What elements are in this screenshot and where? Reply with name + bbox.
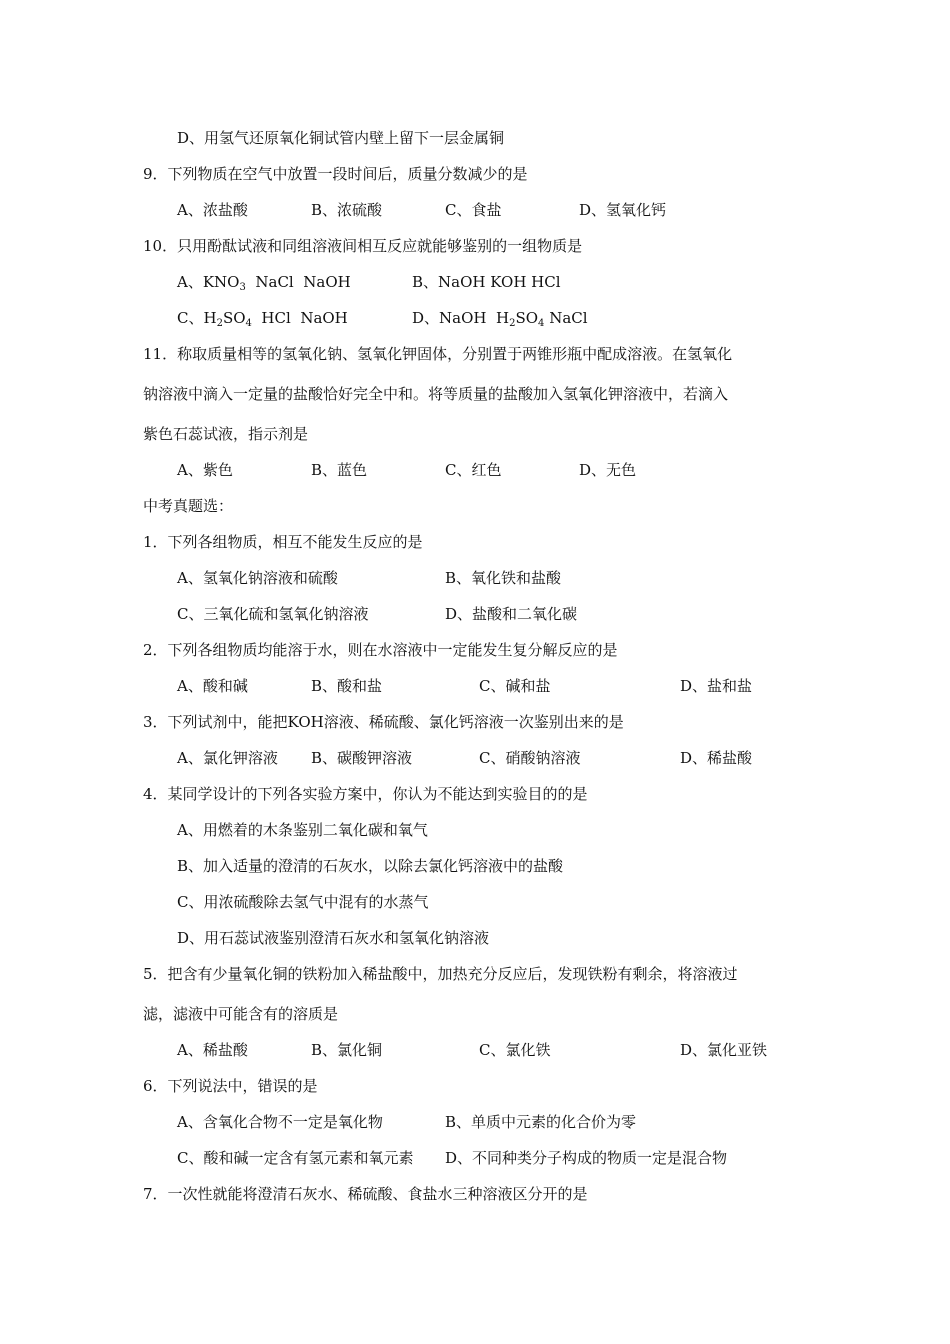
- question-10: 10．只用酚酞试液和同组溶液间相互反应就能够鉴别的一组物质是: [143, 237, 583, 255]
- q11-option-b: B、蓝色: [311, 461, 368, 479]
- eq2-option-b: B、酸和盐: [311, 677, 383, 695]
- question-9: 9．下列物质在空气中放置一段时间后，质量分数减少的是: [143, 165, 528, 183]
- q10-option-c: C、$H_2SO_4$ HCl NaOH: [177, 309, 348, 329]
- eq4-option-c: C、用浓硫酸除去氢气中混有的水蒸气: [177, 893, 429, 911]
- eq2-option-a: A、酸和碱: [177, 677, 248, 695]
- eq1-option-a: A、氢氧化钠溶液和硫酸: [177, 569, 338, 587]
- eq4-option-d: D、用石蕊试液鉴别澄清石灰水和氢氧化钠溶液: [177, 929, 490, 947]
- eq5-option-b: B、氯化铜: [311, 1041, 383, 1059]
- eq2-option-c: C、碱和盐: [479, 677, 551, 695]
- eq6-option-a: A、含氧化合物不一定是氧化物: [177, 1113, 383, 1131]
- eq6-option-b: B、单质中元素的化合价为零: [445, 1113, 637, 1131]
- exam-question-4: 4．某同学设计的下列各实验方案中，你认为不能达到实验目的的是: [143, 785, 588, 803]
- q11-option-c: C、红色: [445, 461, 502, 479]
- eq1-option-c: C、三氧化硫和氢氧化钠溶液: [177, 605, 369, 623]
- q10-option-b: B、NaOH KOH HCl: [412, 273, 561, 291]
- eq4-option-a: A、用燃着的木条鉴别二氧化碳和氧气: [177, 821, 428, 839]
- q10-option-a: A、$KNO_3$ NaCl NaOH: [177, 273, 351, 293]
- q11-option-a: A、紫色: [177, 461, 233, 479]
- exam-question-6: 6．下列说法中，错误的是: [143, 1077, 318, 1095]
- eq2-option-d: D、盐和盐: [680, 677, 753, 695]
- exam-question-5-line-2: 滤，滤液中可能含有的溶质是: [143, 1005, 339, 1023]
- eq1-option-b: B、氧化铁和盐酸: [445, 569, 562, 587]
- eq3-option-d: D、稀盐酸: [680, 749, 753, 767]
- section-title: 中考真题选：: [143, 497, 234, 515]
- exam-question-3: 3．下列试剂中，能把KOH溶液、稀硫酸、氯化钙溶液一次鉴别出来的是: [143, 713, 624, 731]
- eq6-option-d: D、不同种类分子构成的物质一定是混合物: [445, 1149, 728, 1167]
- eq5-option-d: D、氯化亚铁: [680, 1041, 768, 1059]
- q10-option-d: D、NaOH $H_2SO_4$ NaCl: [412, 309, 588, 329]
- q11-option-d: D、无色: [579, 461, 637, 479]
- prev-question-option-d: D、用氢气还原氧化铜试管内壁上留下一层金属铜: [177, 129, 505, 147]
- eq3-option-b: B、碳酸钾溶液: [311, 749, 413, 767]
- q9-option-c: C、食盐: [445, 201, 502, 219]
- eq1-option-d: D、盐酸和二氧化碳: [445, 605, 578, 623]
- eq3-option-c: C、硝酸钠溶液: [479, 749, 581, 767]
- eq6-option-c: C、酸和碱一定含有氢元素和氧元素: [177, 1149, 414, 1167]
- exam-question-5-line-1: 5．把含有少量氧化铜的铁粉加入稀盐酸中，加热充分反应后，发现铁粉有剩余，将溶液过: [143, 965, 738, 983]
- eq5-option-a: A、稀盐酸: [177, 1041, 248, 1059]
- eq5-option-c: C、氯化铁: [479, 1041, 551, 1059]
- q9-option-b: B、浓硫酸: [311, 201, 383, 219]
- question-11-line-2: 钠溶液中滴入一定量的盐酸恰好完全中和。将等质量的盐酸加入氢氧化钾溶液中，若滴入: [143, 385, 729, 403]
- eq4-option-b: B、加入适量的澄清的石灰水，以除去氯化钙溶液中的盐酸: [177, 857, 564, 875]
- exam-question-2: 2．下列各组物质均能溶于水，则在水溶液中一定能发生复分解反应的是: [143, 641, 618, 659]
- exam-question-1: 1．下列各组物质，相互不能发生反应的是: [143, 533, 423, 551]
- q9-option-a: A、浓盐酸: [177, 201, 248, 219]
- q9-option-d: D、氢氧化钙: [579, 201, 667, 219]
- question-11-line-1: 11．称取质量相等的氢氧化钠、氢氧化钾固体，分别置于两锥形瓶中配成溶液。在氢氧化: [143, 345, 733, 363]
- eq3-option-a: A、氯化钾溶液: [177, 749, 278, 767]
- exam-question-7: 7．一次性就能将澄清石灰水、稀硫酸、食盐水三种溶液区分开的是: [143, 1185, 588, 1203]
- question-11-line-3: 紫色石蕊试液，指示剂是: [143, 425, 309, 443]
